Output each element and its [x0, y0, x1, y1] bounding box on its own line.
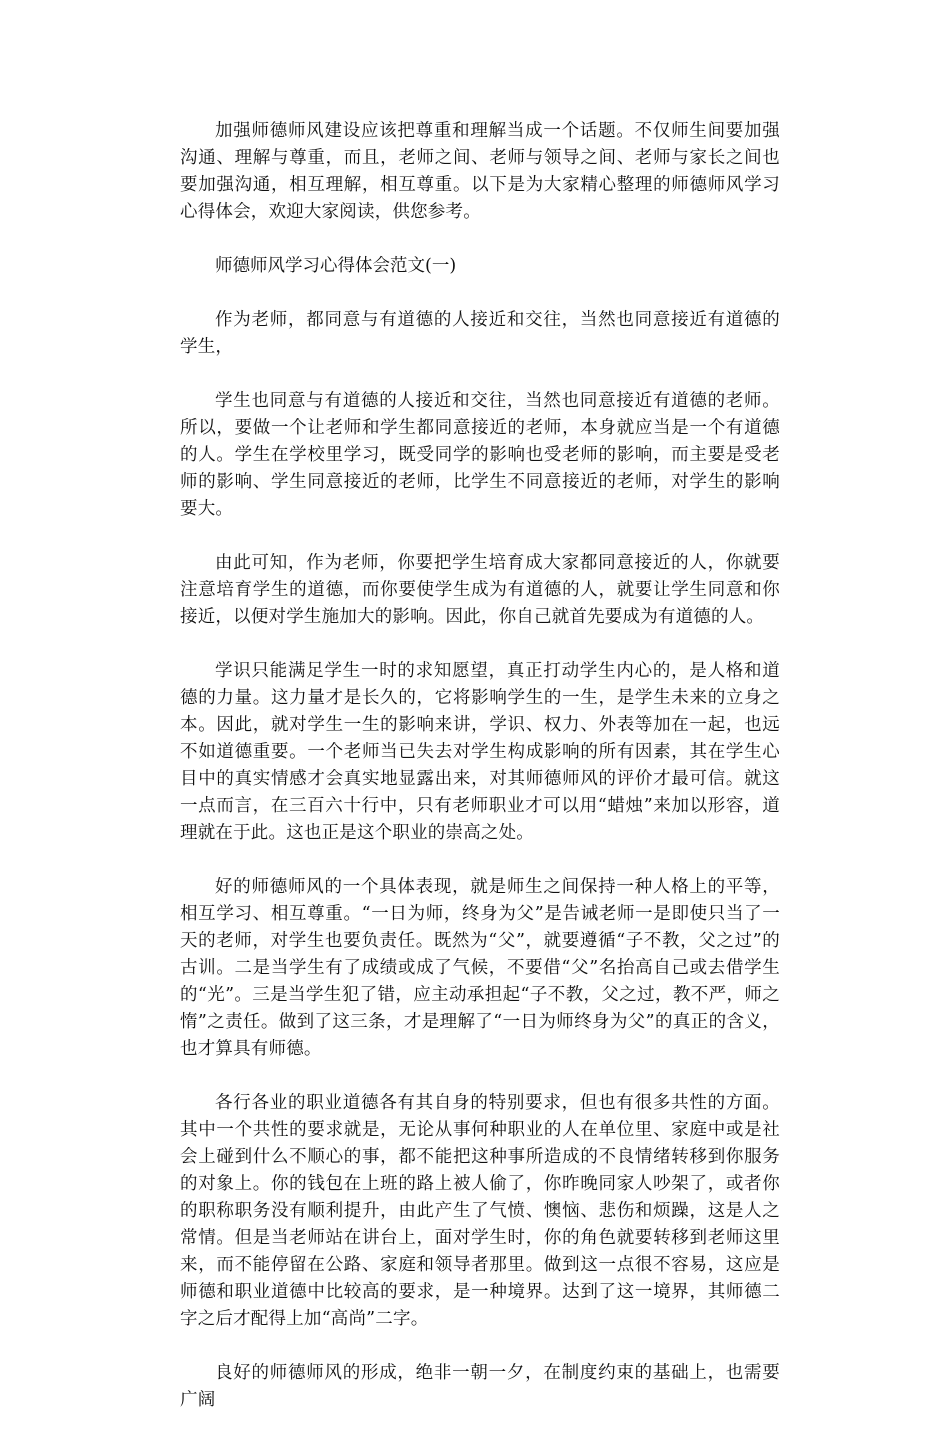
intro-paragraph: 加强师德师风建设应该把尊重和理解当成一个话题。不仅师生间要加强沟通、理解与尊重，而且，老师之间、老师与领导之间、老师与家长之间也要加强沟通，相互理解，相互尊重。以下是为大家精心整理的师德师风学习心得体会，欢迎大家阅读，供您参考。 — [180, 121, 780, 222]
section-title: 师德师风学习心得体会范文(一) — [215, 256, 457, 276]
body-paragraph: 良好的师德师风的形成，绝非一朝一夕，在制度约束的基础上，也需要广阔 — [180, 1363, 780, 1410]
body-paragraph: 学生也同意与有道德的人接近和交往，当然也同意接近有道德的老师。所以，要做一个让老师和学生都同意接近的老师，本身就应当是一个有道德的人。学生在学校里学习，既受同学的影响也受老师的影响，而主要是受老师的影响、学生同意接近的老师，比学生不同意接近的老师，对学生的影响要大。 — [180, 391, 780, 519]
body-paragraph: 学识只能满足学生一时的求知愿望，真正打动学生内心的，是人格和道德的力量。这力量才是长久的，它将影响学生的一生，是学生未来的立身之本。因此，就对学生一生的影响来讲，学识、权力、外表等加在一起，也远不如道德重要。一个老师当已失去对学生构成影响的所有因素，其在学生心目中的真实情感才会真实地显露出来，对其师德师风的评价才最可信。就这一点而言，在三百六十行中，只有老师职业才可以用“蜡烛”来加以形容，道理就在于此。这也正是这个职业的崇高之处。 — [180, 661, 780, 843]
body-paragraph: 作为老师，都同意与有道德的人接近和交往，当然也同意接近有道德的学生， — [180, 310, 780, 357]
body-paragraph: 由此可知，作为老师，你要把学生培育成大家都同意接近的人，你就要注意培育学生的道德，而你要使学生成为有道德的人，就要让学生同意和你接近，以便对学生施加大的影响。因此，你自己就首先要成为有道德的人。 — [180, 553, 780, 627]
body-paragraph: 好的师德师风的一个具体表现，就是师生之间保持一种人格上的平等，相互学习、相互尊重。“一日为师，终身为父”是告诫老师一是即使只当了一天的老师，对学生也要负责任。既然为“父”，就要遵循“子不教，父之过”的古训。二是当学生有了成绩或成了气候，不要借“父”名抬高自己或去借学生的“光”。三是当学生犯了错，应主动承担起“子不教，父之过，教不严，师之惰”之责任。做到了这三条，才是理解了“一日为师终身为父”的真正的含义，也才算具有师德。 — [180, 877, 780, 1059]
document-page — [180, 118, 780, 1441]
body-paragraph: 各行各业的职业道德各有其自身的特别要求，但也有很多共性的方面。其中一个共性的要求就是，无论从事何种职业的人在单位里、家庭中或是社会上碰到什么不顺心的事，都不能把这种事所造成的不良情绪转移到你服务的对象上。你的钱包在上班的路上被人偷了，你昨晚同家人吵架了，或者你的职称职务没有顺利提升，由此产生了气愤、懊恼、悲伤和烦躁，这是人之常情。但是当老师站在讲台上，面对学生时，你的角色就要转移到老师这里来，而不能停留在公路、家庭和领导者那里。做到这一点很不容易，这应是师德和职业道德中比较高的要求，是一种境界。达到了这一境界，其师德二字之后才配得上加“高尚”二字。 — [180, 1093, 780, 1329]
